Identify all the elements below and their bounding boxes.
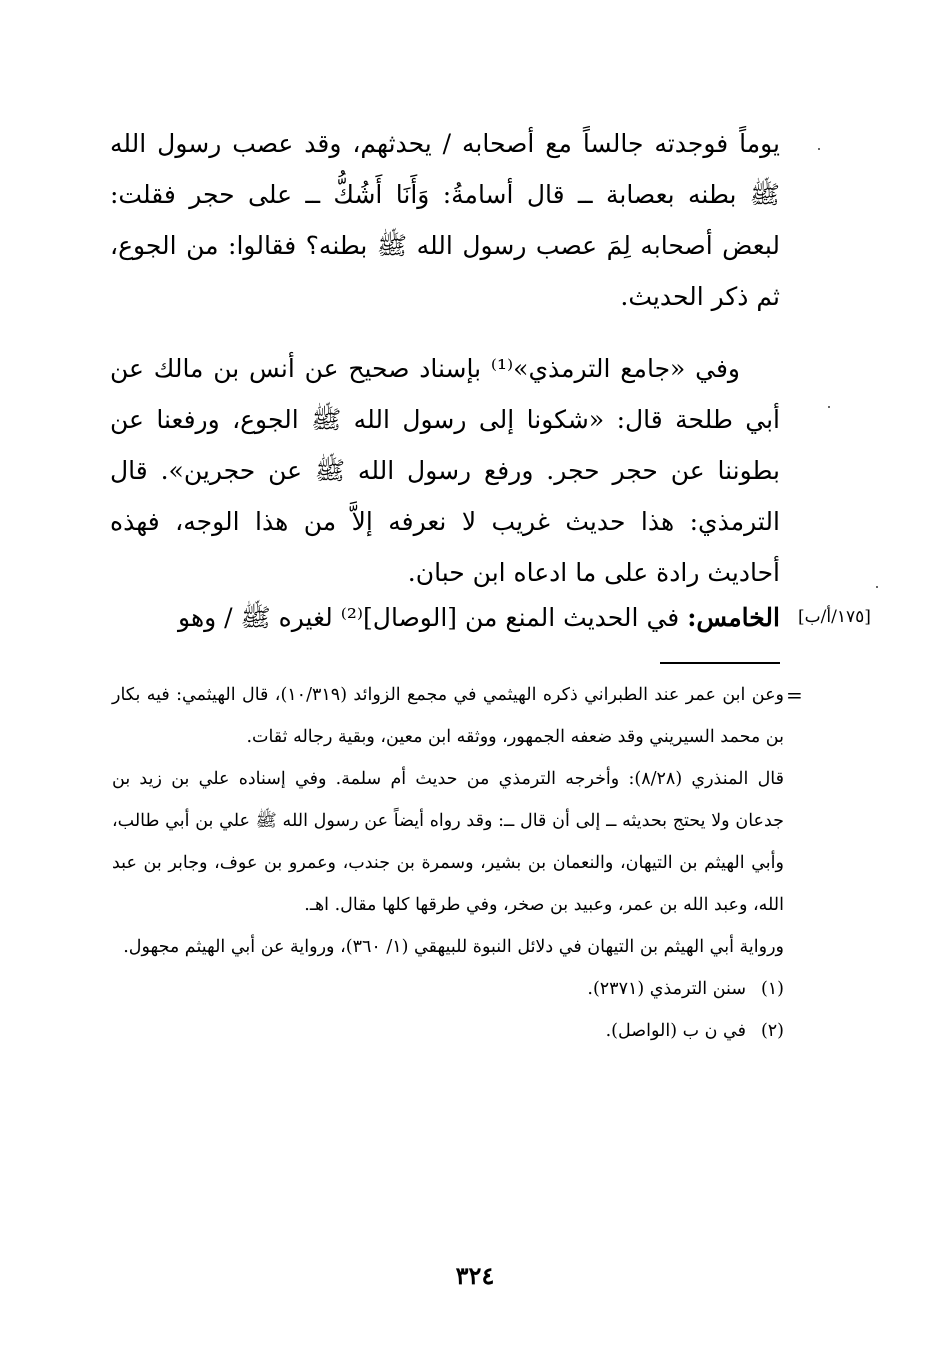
paragraph-1: يوماً فوجدته جالساً مع أصحابه / يحدثهم، وقد عصب رسول الله ﷺ بطنه بعصابة ــ قال أسامةُ: وَأَنَا أَشُكُّ ــ على حجر فقلت: لبعض أصحابه لِمَ عصب رسول الله ﷺ بطنه؟ فقالوا: من الجوع، ثم ذكر الحديث. [110,129,780,311]
section-heading-line [110,592,780,643]
footnote-2-number: (٢) [760,1021,784,1041]
scan-speck [818,148,820,150]
section-lead-word: الخامس: [687,603,780,632]
footnote-2-text: في ن ب (الواصل). [605,1021,746,1041]
scan-speck [876,586,878,588]
paragraph-2: وفي «جامع الترمذي»⁽¹⁾ بإسناد صحيح عن أنس بن مالك عن أبي طلحة قال: «شكونا إلى رسول الله ﷺ الجوع، ورفعنا عن بطوننا عن حجر حجر. ورفع رسول الله ﷺ عن حجرين». قال الترمذي: هذا حديث غريب لا نعرفه إلاَّ من هذا الوجه، فهذه أحاديث رادة على ما ادعاه ابن حبان. [110,354,780,587]
footnote-continuation-3: ورواية أبي الهيثم بن التيهان في دلائل النبوة للبيهقي (١/ ٣٦٠)، ورواية عن أبي الهيثم مجهول. [123,937,784,957]
section-line-text: في الحديث المنع من [الوصال]⁽²⁾ لغيره ﷺ / وهو [178,603,688,632]
footnote-1 [112,968,784,1010]
footnote-continuation-1: وعن ابن عمر عند الطبراني ذكره الهيثمي في مجمع الزوائد (١٠/٣١٩)، قال الهيثمي: فيه بكار بن محمد السيريني وقد ضعفه الجمهور، ووثقه ابن معين، وبقية رجاله ثقات. [112,685,784,747]
footnotes [112,674,784,1052]
footnote-divider [660,662,780,664]
footnote-1-number: (١) [760,979,784,999]
footnote-1-text: سنن الترمذي (٢٣٧١). [587,979,746,999]
page-number: ٣٢٤ [455,1261,495,1290]
margin-manuscript-reference: [١٧٥/أ/ب] [798,607,871,627]
footnote-2 [112,1010,784,1052]
main-text [110,118,780,598]
scan-speck [828,406,830,408]
footnote-continuation-mark: = [786,683,803,707]
footnote-continuation-2: قال المنذري (٨/٢٨): وأخرجه الترمذي من حديث أم سلمة. وفي إسناده علي بن زيد بن جدعان ولا يحتج بحديثه ــ إلى أن قال ــ: وقد رواه أيضاً عن رسول الله ﷺ علي بن أبي طالب، وأبي الهيثم بن التيهان، والنعمان بن بشير، وسمرة بن جندب، وعمرو بن عوف، وجابر بن عبد الله، وعبد الله بن عمر، وعبيد بن صخر، وفي طرقها كلها مقال. اهـ. [112,769,784,915]
